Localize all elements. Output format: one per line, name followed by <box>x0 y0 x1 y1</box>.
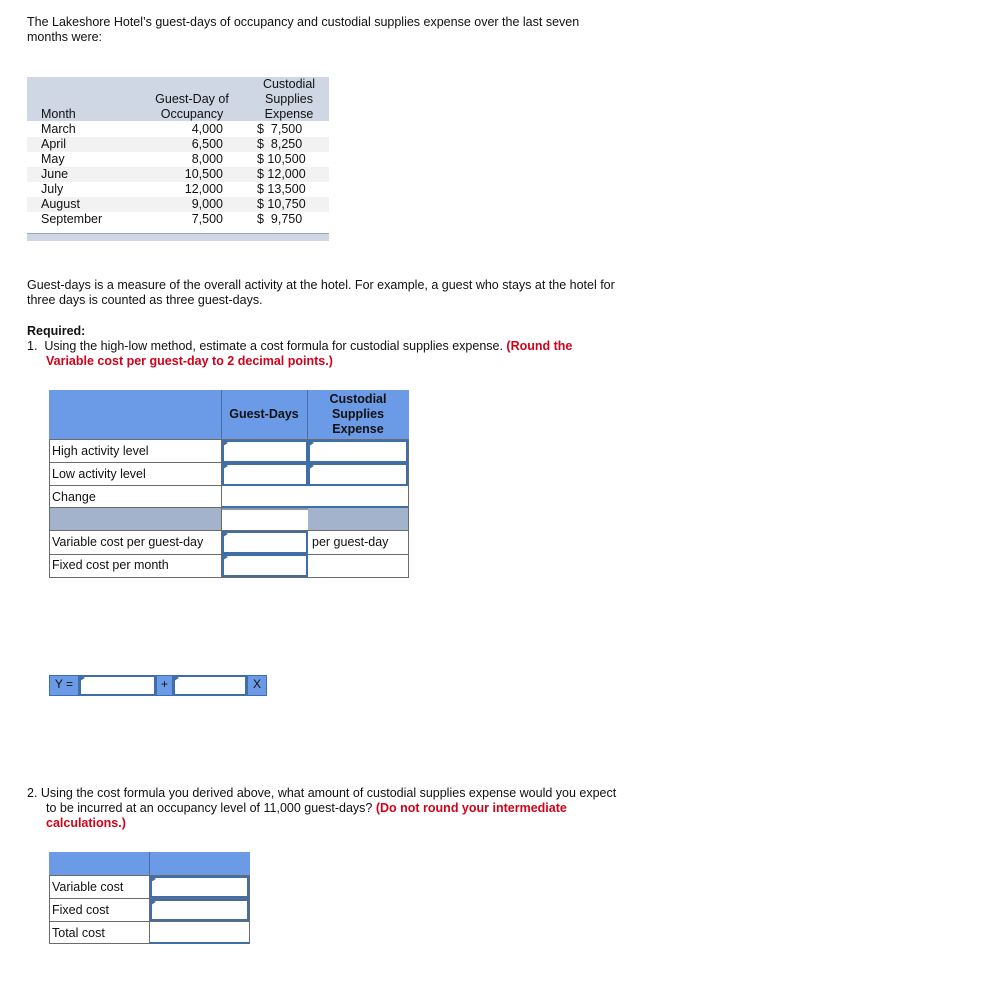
table-row <box>27 182 329 197</box>
month-cell: September <box>41 212 103 226</box>
question-1 <box>27 339 667 369</box>
variable-cost-input[interactable] <box>222 531 308 554</box>
row-label-variable-cost: Variable cost per guest-day <box>52 535 204 549</box>
measure-line-2: three days is counted as three guest-days. <box>27 293 263 307</box>
required-heading: Required: <box>27 324 86 338</box>
row-label-fixed-cost: Fixed cost <box>52 903 109 917</box>
input-marker-icon <box>223 531 228 537</box>
occupancy-cell: 6,500 <box>191 137 223 151</box>
expense-cell: $ 13,500 <box>257 182 306 196</box>
header-expense-line-3: Expense <box>332 422 384 436</box>
row-label-variable-cost: Variable cost <box>52 880 124 894</box>
header-divider <box>221 390 222 439</box>
intro-line-2: months were: <box>27 30 103 44</box>
header-occupancy-line-2: Occupancy <box>160 107 224 121</box>
measure-line-1: Guest-days is a measure of the overall activity at the hotel. For example, a guest who stays at the hotel for <box>27 278 615 292</box>
header-divider <box>149 852 150 875</box>
question-2 <box>27 786 687 831</box>
month-cell: March <box>41 122 76 136</box>
change-expense-output <box>308 486 408 508</box>
input-marker-icon <box>223 463 228 469</box>
occupancy-cell: 7,500 <box>191 212 223 226</box>
input-marker-icon <box>309 463 314 469</box>
row-label-change: Change <box>52 490 96 504</box>
fixed-cost-amount-input[interactable] <box>150 899 249 921</box>
x-label: X <box>247 675 267 696</box>
row-label-fixed-cost: Fixed cost per month <box>52 558 169 572</box>
input-marker-icon <box>223 440 228 446</box>
header-occupancy-line-1: Guest-Day of <box>155 92 229 106</box>
formula-variable-input[interactable] <box>173 675 247 696</box>
formula-fixed-input[interactable] <box>79 675 156 696</box>
input-marker-icon <box>309 440 314 446</box>
question-1-instruction-cont: Variable cost per guest-day to 2 decimal points.) <box>46 354 333 368</box>
column-divider <box>408 439 409 578</box>
input-marker-icon <box>151 876 156 882</box>
variable-cost-amount-input[interactable] <box>150 876 249 898</box>
expense-cell: $ 10,750 <box>257 197 306 211</box>
high-guest-days-input[interactable] <box>222 440 308 463</box>
month-cell: June <box>41 167 69 181</box>
row-label-total-cost: Total cost <box>52 926 105 940</box>
intro-line-1: The Lakeshore Hotel’s guest-days of occupancy and custodial supplies expense over the last seven <box>27 15 580 29</box>
total-cost-output <box>150 922 249 944</box>
question-2-instruction: (Do not round your intermediate <box>375 801 567 815</box>
occupancy-cell: 10,500 <box>184 167 223 181</box>
occupancy-cell: 9,000 <box>191 197 223 211</box>
header-month: Month <box>41 107 76 121</box>
month-cell: May <box>41 152 65 166</box>
occupancy-cell: 8,000 <box>191 152 223 166</box>
month-cell: July <box>41 182 64 196</box>
table-row <box>27 137 329 152</box>
intro-text <box>27 15 579 45</box>
low-expense-input[interactable] <box>308 463 408 486</box>
row-label-high-activity: High activity level <box>52 444 149 458</box>
change-guest-days-output <box>222 486 308 508</box>
header-expense-line-1: Custodial <box>329 392 387 406</box>
header-expense-line-1: Custodial <box>262 77 316 91</box>
plus-sign: + <box>156 675 173 696</box>
table-row <box>27 197 329 212</box>
per-guest-day-label: per guest-day <box>312 535 389 549</box>
question-2-instruction-cont: calculations.) <box>46 816 126 830</box>
input-marker-icon <box>174 675 179 681</box>
month-cell: April <box>41 137 67 151</box>
question-2-line-2: to be incurred at an occupancy level of 11,000 guest-days? <box>46 801 376 815</box>
measure-text <box>27 278 615 308</box>
expected-cost-table <box>49 852 250 944</box>
month-cell: August <box>41 197 80 211</box>
table-row <box>27 167 329 182</box>
question-1-instruction: (Round the <box>506 339 573 353</box>
data-table-footer <box>27 233 329 241</box>
occupancy-cell: 12,000 <box>184 182 223 196</box>
low-guest-days-input[interactable] <box>222 463 308 486</box>
occupancy-data-table <box>27 77 329 241</box>
header-expense-line-2: Supplies <box>331 407 385 421</box>
row-label-low-activity: Low activity level <box>52 467 146 481</box>
header-divider <box>307 390 308 439</box>
header-guest-days: Guest-Days <box>229 407 299 421</box>
high-expense-input[interactable] <box>308 440 408 463</box>
header-expense-line-3: Expense <box>264 107 314 121</box>
y-equals-label: Y = <box>49 675 79 696</box>
high-low-table <box>49 390 409 578</box>
table-row <box>27 152 329 167</box>
expense-cell: $ 9,750 <box>257 212 303 226</box>
fixed-cost-input[interactable] <box>222 554 308 577</box>
table-row <box>27 122 329 137</box>
header-expense-line-2: Supplies <box>265 92 313 106</box>
expense-cell: $ 12,000 <box>257 167 306 181</box>
occupancy-cell: 4,000 <box>191 122 223 136</box>
input-marker-icon <box>80 675 85 681</box>
input-marker-icon <box>151 899 156 905</box>
expense-cell: $ 7,500 <box>257 122 303 136</box>
question-2-line-1: 2. Using the cost formula you derived above, what amount of custodial supplies expense would you expect <box>27 786 617 800</box>
column-divider <box>249 875 250 944</box>
table-row <box>27 212 329 227</box>
expense-cell: $ 8,250 <box>257 137 303 151</box>
expense-cell: $ 10,500 <box>257 152 306 166</box>
separator-cell <box>222 508 308 530</box>
question-1-text: 1. Using the high-low method, estimate a cost formula for custodial supplies expense. <box>27 339 507 353</box>
cost-formula-row <box>49 675 267 696</box>
row-divider <box>49 577 409 578</box>
input-marker-icon <box>223 554 228 560</box>
